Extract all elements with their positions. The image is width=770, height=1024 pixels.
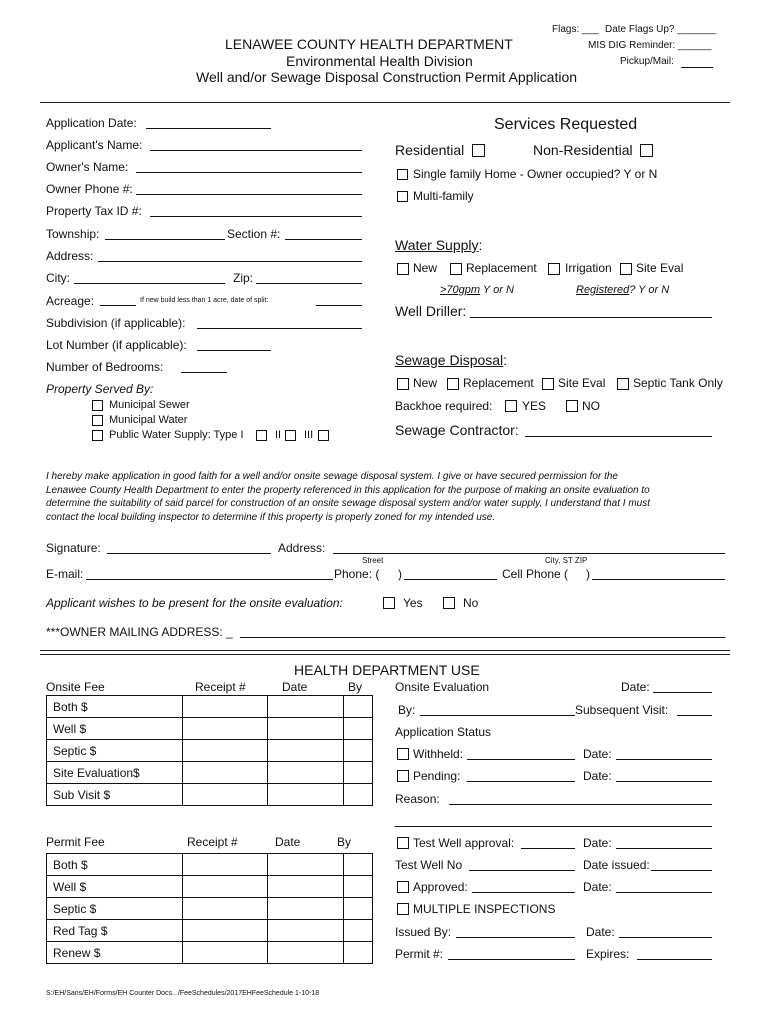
expires-field[interactable]	[637, 959, 712, 960]
receipt-cell[interactable]	[182, 942, 268, 964]
permit-row-label: Septic $	[47, 898, 183, 920]
phone-field[interactable]	[404, 579, 497, 580]
date-cell[interactable]	[268, 762, 344, 784]
sig-address-label: Address:	[278, 541, 326, 555]
application-date-label: Application Date:	[46, 116, 137, 130]
receipt-cell[interactable]	[182, 784, 268, 806]
issued-by-field[interactable]	[456, 937, 575, 938]
owner-phone-label: Owner Phone #:	[46, 182, 133, 196]
date-flags-up-label: Date Flags Up? _______	[605, 24, 717, 35]
present-yes-label: Yes	[403, 596, 423, 610]
withheld-checkbox[interactable]	[397, 748, 409, 760]
multi-family-checkbox[interactable]	[397, 191, 408, 202]
date-cell[interactable]	[268, 854, 344, 876]
table-row	[47, 740, 373, 762]
residential-label: Residential	[395, 142, 465, 158]
reason-field-2[interactable]	[395, 826, 712, 827]
application-status-label: Application Status	[395, 725, 492, 739]
type-i-checkbox[interactable]	[256, 430, 267, 441]
date-issued-field[interactable]	[651, 870, 712, 871]
multiple-inspections-label: MULTIPLE INSPECTIONS	[413, 902, 556, 916]
address-field[interactable]	[98, 261, 362, 262]
acreage-note: If new build less than 1 acre, date of split:	[140, 297, 269, 304]
pickup-mail-label: Pickup/Mail:	[620, 56, 674, 67]
receipt-cell[interactable]	[182, 898, 268, 920]
non-residential-label: Non-Residential	[533, 142, 633, 158]
bedrooms-field[interactable]	[181, 372, 227, 373]
property-served-label: Property Served By:	[46, 382, 154, 396]
by-cell[interactable]	[344, 942, 373, 964]
owner-name-label: Owner's Name:	[46, 160, 129, 174]
onsite-row-label: Well $	[47, 718, 183, 740]
owner-mailing-field[interactable]	[240, 637, 725, 638]
sd-site-eval-label: Site Eval	[558, 376, 606, 390]
city-st-zip-caption: City, ST ZIP	[545, 556, 588, 565]
pending-field[interactable]	[467, 781, 575, 782]
backhoe-yes-label: YES	[522, 399, 547, 413]
flags-label: Flags: ___	[552, 24, 599, 35]
onsite-row-label: Septic $	[47, 740, 183, 762]
ws-replacement-checkbox[interactable]	[450, 263, 462, 275]
acreage-label: Acreage:	[46, 294, 95, 308]
sd-site-eval-checkbox[interactable]	[542, 378, 554, 390]
property-tax-label: Property Tax ID #:	[46, 204, 142, 218]
present-no-checkbox[interactable]	[443, 597, 455, 609]
sewage-contractor-label: Sewage Contractor:	[395, 422, 519, 438]
multi-family-label: Multi-family	[413, 189, 474, 203]
type-ii-label: II	[275, 429, 282, 441]
approved-checkbox[interactable]	[397, 881, 409, 893]
sewage-colon: :	[503, 352, 508, 368]
receipt-cell[interactable]	[182, 718, 268, 740]
date-cell[interactable]	[268, 920, 344, 942]
present-no-label: No	[463, 596, 479, 610]
receipt-cell[interactable]	[182, 854, 268, 876]
permit-row-label: Renew $	[47, 942, 183, 964]
by-cell[interactable]	[344, 920, 373, 942]
receipt-cell[interactable]	[182, 740, 268, 762]
sd-replacement-checkbox[interactable]	[447, 378, 459, 390]
ws-new-checkbox[interactable]	[397, 263, 409, 275]
bedrooms-label: Number of Bedrooms:	[46, 360, 164, 374]
cell-phone-field[interactable]	[592, 579, 725, 580]
permit-no-field[interactable]	[448, 959, 575, 960]
hd-divider-2	[40, 654, 730, 655]
signature-label: Signature:	[46, 541, 101, 555]
sd-septic-only-checkbox[interactable]	[617, 378, 629, 390]
sd-new-label: New	[413, 376, 438, 390]
receipt-cell[interactable]	[182, 696, 268, 718]
ws-new-label: New	[413, 261, 438, 275]
table-row	[47, 784, 373, 806]
address-label: Address:	[46, 249, 94, 263]
ws-replacement-label: Replacement	[466, 261, 537, 275]
phone-label: Phone: (	[334, 567, 380, 581]
type-iii-checkbox[interactable]	[318, 430, 329, 441]
permit-fee-header: Permit Fee	[46, 835, 105, 849]
acreage-field[interactable]	[100, 305, 136, 306]
table-row	[47, 762, 373, 784]
withheld-field[interactable]	[467, 759, 575, 760]
zip-label: Zip:	[233, 271, 254, 285]
email-label: E-mail:	[46, 567, 84, 581]
permit-row-label: Both $	[47, 854, 183, 876]
backhoe-label: Backhoe required:	[395, 399, 493, 413]
date-cell[interactable]	[268, 876, 344, 898]
sewage-contractor-field[interactable]	[525, 436, 712, 437]
ws-irrigation-label: Irrigation	[565, 261, 612, 275]
permit-by-header: By	[337, 835, 352, 849]
issued-date-field[interactable]	[619, 937, 712, 938]
well-driller-field[interactable]	[470, 317, 712, 318]
issued-date-label: Date:	[586, 925, 615, 939]
test-well-approval-checkbox[interactable]	[397, 837, 409, 849]
applicant-name-label: Applicant's Name:	[46, 138, 143, 152]
split-date-field[interactable]	[316, 305, 362, 306]
water-supply-colon: :	[478, 237, 483, 253]
hd-divider-1	[40, 650, 730, 651]
test-well-no-label: Test Well No	[395, 858, 463, 872]
department-title: LENAWEE COUNTY HEALTH DEPARTMENT	[225, 36, 513, 52]
ws-site-eval-label: Site Eval	[636, 261, 684, 275]
zip-field[interactable]	[256, 283, 362, 284]
statement-line-2: Lenawee County Health Department to enter the property referenced in this application for the purpose of making an onsite evaluation to	[46, 485, 650, 496]
lot-number-field[interactable]	[197, 350, 271, 351]
onsite-fee-header: Onsite Fee	[46, 680, 105, 694]
table-row	[47, 920, 373, 942]
reason-field[interactable]	[449, 804, 712, 805]
sewage-disposal-label: Sewage Disposal	[395, 352, 504, 368]
multiple-inspections-checkbox[interactable]	[397, 903, 409, 915]
oe-date-field[interactable]	[653, 692, 712, 693]
onsite-row-label: Sub Visit $	[47, 784, 183, 806]
non-residential-checkbox[interactable]	[640, 144, 653, 157]
gpm-yn: Y or N	[480, 284, 514, 296]
lot-number-label: Lot Number (if applicable):	[46, 338, 187, 352]
by-cell[interactable]	[344, 876, 373, 898]
approved-date-field[interactable]	[616, 892, 712, 893]
sewage-disposal-heading	[395, 352, 507, 368]
sd-septic-only-label: Septic Tank Only	[633, 376, 723, 390]
permit-row-label: Well $	[47, 876, 183, 898]
hd-use-title: HEALTH DEPARTMENT USE	[294, 662, 480, 678]
ws-site-eval-checkbox[interactable]	[620, 263, 632, 275]
withheld-label: Withheld:	[413, 747, 464, 761]
onsite-row-label: Site Evaluation$	[47, 762, 183, 784]
email-field[interactable]	[86, 579, 333, 580]
backhoe-no-label: NO	[582, 399, 600, 413]
reason-label: Reason:	[395, 792, 440, 806]
section-label: Section #:	[227, 227, 281, 241]
onsite-by-header: By	[348, 680, 363, 694]
oe-by-field[interactable]	[420, 715, 575, 716]
city-field[interactable]	[74, 283, 225, 284]
by-cell[interactable]	[344, 718, 373, 740]
type-iii-label: III	[304, 429, 314, 441]
application-date-field[interactable]	[146, 128, 271, 129]
municipal-water-label: Municipal Water	[109, 414, 188, 426]
signature-field[interactable]	[107, 553, 271, 554]
date-cell[interactable]	[268, 784, 344, 806]
header-divider	[40, 102, 730, 103]
public-water-checkbox[interactable]	[92, 430, 103, 441]
footer-path: S:/EH/Sans/EH/Forms/EH Counter Docs.../FeeSchedules/2017EHFeeSchedule 1-10-18	[46, 990, 320, 997]
statement-line-1: I hereby make application in good faith for a well and/or onsite sewage disposal system. I give or have secured permission for the	[46, 471, 618, 482]
sd-new-checkbox[interactable]	[397, 378, 409, 390]
pending-date-label: Date:	[583, 769, 612, 783]
approved-date-label: Date:	[583, 880, 612, 894]
statement-line-3: determine the suitability of said parcel for construction of an onsite sewage disposal system and/or water supply, I understand that I must	[46, 498, 651, 509]
expires-label: Expires:	[586, 947, 630, 961]
subsequent-visit-field[interactable]	[677, 715, 712, 716]
cell-phone-label: Cell Phone (	[502, 567, 569, 581]
owner-mailing-label: ***OWNER MAILING ADDRESS: _	[46, 625, 233, 639]
pending-date-field[interactable]	[616, 781, 712, 782]
residential-checkbox[interactable]	[472, 144, 485, 157]
owner-name-field[interactable]	[136, 172, 362, 173]
receipt-cell[interactable]	[182, 762, 268, 784]
onsite-date-header: Date	[282, 680, 308, 694]
ws-irrigation-checkbox[interactable]	[548, 263, 560, 275]
table-row	[47, 854, 373, 876]
table-row	[47, 942, 373, 964]
subdivision-label: Subdivision (if applicable):	[46, 316, 186, 330]
sd-replacement-label: Replacement	[463, 376, 534, 390]
well-driller-label: Well Driller:	[395, 303, 467, 319]
subdivision-field[interactable]	[197, 328, 362, 329]
township-field[interactable]	[105, 239, 225, 240]
backhoe-no-checkbox[interactable]	[566, 400, 578, 412]
withheld-date-label: Date:	[583, 747, 612, 761]
table-row	[47, 696, 373, 718]
date-cell[interactable]	[268, 942, 344, 964]
mis-dig-label: MIS DIG Reminder: ______	[588, 40, 712, 51]
present-yes-checkbox[interactable]	[383, 597, 395, 609]
single-family-label: Single family Home - Owner occupied? Y or N	[413, 167, 658, 181]
property-tax-field[interactable]	[150, 216, 362, 217]
cell-phone-close: )	[586, 567, 590, 581]
form-name: Well and/or Sewage Disposal Construction Permit Application	[196, 69, 578, 85]
date-issued-label: Date issued:	[583, 858, 650, 872]
pickup-mail-line[interactable]	[681, 67, 713, 68]
oe-by-label: By:	[398, 703, 416, 717]
withheld-date-field[interactable]	[616, 759, 712, 760]
pending-checkbox[interactable]	[397, 770, 409, 782]
city-label: City:	[46, 271, 70, 285]
owner-phone-field[interactable]	[136, 194, 362, 195]
test-well-no-field[interactable]	[469, 870, 575, 871]
type-ii-checkbox[interactable]	[285, 430, 296, 441]
present-label: Applicant wishes to be present for the onsite evaluation:	[46, 596, 343, 610]
permit-date-header: Date	[275, 835, 301, 849]
section-field[interactable]	[285, 239, 362, 240]
date-cell[interactable]	[268, 696, 344, 718]
by-cell[interactable]	[344, 854, 373, 876]
registered-yn: ? Y or N	[629, 284, 670, 296]
permit-row-label: Red Tag $	[47, 920, 183, 942]
registered-label: Registered	[576, 284, 630, 296]
receipt-cell[interactable]	[182, 876, 268, 898]
permit-receipt-header: Receipt #	[187, 835, 238, 849]
date-cell[interactable]	[268, 740, 344, 762]
single-family-checkbox[interactable]	[397, 169, 408, 180]
sig-address-field[interactable]	[333, 553, 725, 554]
by-cell[interactable]	[344, 740, 373, 762]
division-title: Environmental Health Division	[286, 53, 473, 69]
permit-no-label: Permit #:	[395, 947, 444, 961]
backhoe-yes-checkbox[interactable]	[505, 400, 517, 412]
pending-label: Pending:	[413, 769, 461, 783]
oe-date-label: Date:	[621, 680, 650, 694]
applicant-name-field[interactable]	[150, 150, 362, 151]
services-requested-title: Services Requested	[494, 116, 638, 133]
water-supply-label: Water Supply	[395, 237, 479, 253]
table-row	[47, 718, 373, 740]
by-cell[interactable]	[344, 762, 373, 784]
permit-fee-table	[46, 853, 373, 964]
table-row	[47, 876, 373, 898]
onsite-receipt-header: Receipt #	[195, 680, 246, 694]
test-well-approval-field[interactable]	[521, 848, 575, 849]
by-cell[interactable]	[344, 696, 373, 718]
municipal-sewer-checkbox[interactable]	[92, 400, 103, 411]
by-cell[interactable]	[344, 784, 373, 806]
twa-date-label: Date:	[583, 836, 612, 850]
subsequent-visit-label: Subsequent Visit:	[575, 703, 669, 717]
phone-close: )	[398, 567, 402, 581]
street-caption: Street	[362, 556, 384, 565]
date-cell[interactable]	[268, 898, 344, 920]
approved-field[interactable]	[472, 892, 575, 893]
municipal-water-checkbox[interactable]	[92, 415, 103, 426]
table-row	[47, 898, 373, 920]
onsite-evaluation-label: Onsite Evaluation	[395, 680, 490, 694]
water-supply-heading	[395, 237, 482, 253]
approved-label: Approved:	[413, 880, 468, 894]
receipt-cell[interactable]	[182, 920, 268, 942]
township-label: Township:	[46, 227, 100, 241]
municipal-sewer-label: Municipal Sewer	[109, 399, 190, 411]
by-cell[interactable]	[344, 898, 373, 920]
statement-line-4: contact the local building inspector to determine if this property is properly zoned for my intended use.	[46, 512, 496, 523]
test-well-approval-label: Test Well approval:	[413, 836, 515, 850]
issued-by-label: Issued By:	[395, 925, 452, 939]
onsite-fee-table	[46, 695, 373, 806]
twa-date-field[interactable]	[616, 848, 712, 849]
date-cell[interactable]	[268, 718, 344, 740]
gpm-label: >70gpm	[440, 284, 481, 296]
onsite-row-label: Both $	[47, 696, 183, 718]
public-water-label: Public Water Supply: Type I	[109, 429, 244, 441]
